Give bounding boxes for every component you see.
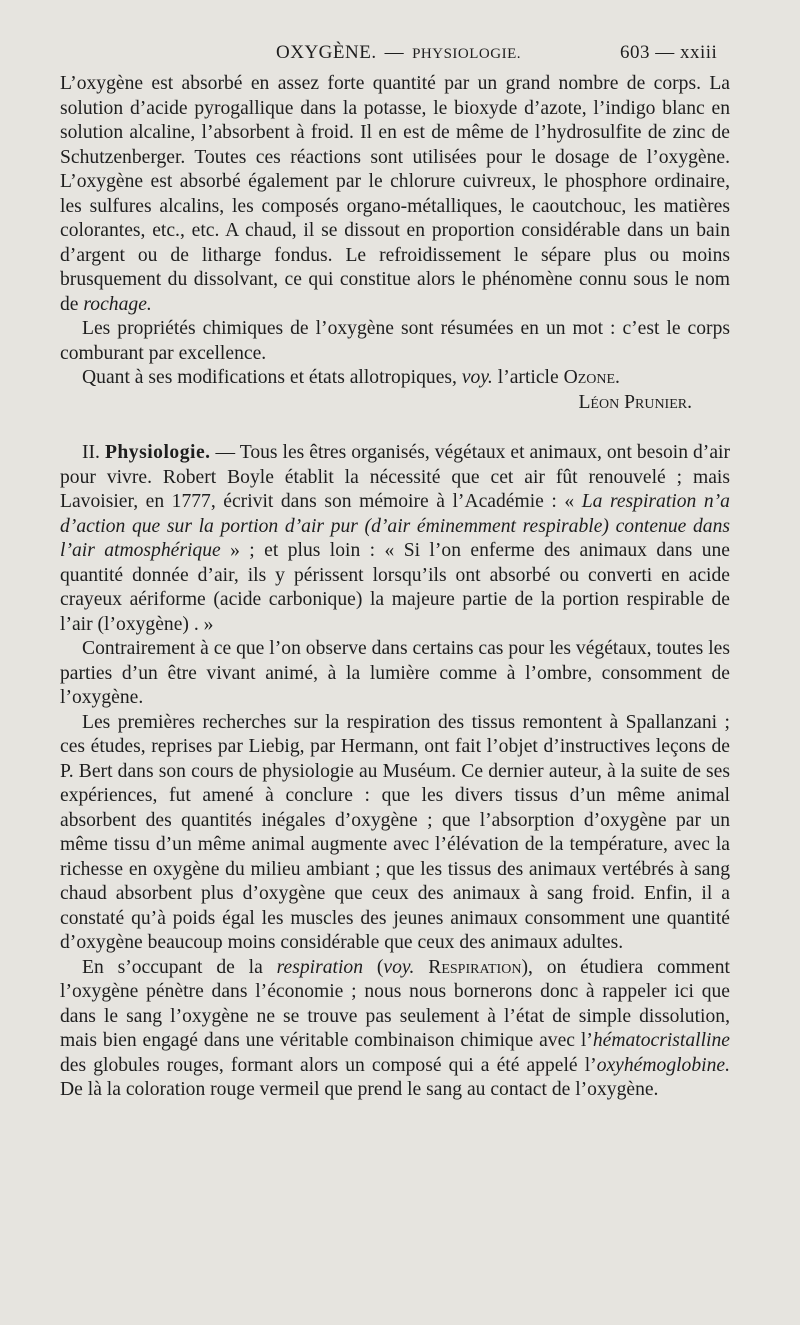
- chemistry-paragraph-3: Quant à ses modifications et états allotropiques, voy. l’article Ozone.: [82, 367, 620, 388]
- physiology-paragraph-2: Contrairement à ce que l’on observe dans certains cas pour les végétaux, toutes les parties d’un être vivant animé, à la lumière comme à l’ombre, consomment de l’oxygène.: [60, 638, 730, 708]
- physiology-paragraph-1: II. Physiologie. — Tous les êtres organisés, végétaux et animaux, ont besoin d’air pour vivre. Robert Boyle établit la nécessité que cet air fût renouvelé ; mais Lavoisier, en 1777, écrivit dans son mémoire à l’Académie : « La respiration n’a d’action que sur la portion d’air pur (d’air éminemment respirable) contenue dans l’air atmosphérique » ; et plus loin : « Si l’on enferme des animaux dans une quantité donnée d’air, ils y périssent lorsqu’ils ont absorbé ou converti en acide crayeux aériforme (acide carbonique) la majeure partie de la portion respirable de l’air (l’oxygène) . »: [60, 442, 730, 635]
- running-title: [276, 42, 521, 64]
- running-header: [0, 42, 800, 72]
- header-dash: —: [384, 42, 405, 63]
- header-section: PHYSIOLOGIE.: [412, 46, 521, 62]
- chemistry-paragraph-2: Les propriétés chimiques de l’oxygène sont résumées en un mot : c’est le corps comburant par excellence.: [60, 318, 730, 364]
- lavoisier-quote: La respiration n’a d’action que sur la portion d’air pur (d’air éminemment respirable) contenue dans l’air atmosphérique: [60, 491, 730, 561]
- chemistry-paragraph-1: L’oxygène est absorbé en assez forte quantité par un grand nombre de corps. La solution d’acide pyrogallique dans la potasse, le bioxyde d’azote, l’indigo blanc en solution alcaline, l’absorbent à froid. Il en est de même de l’hydrosulfite de zinc de Schutzenberger. Toutes ces réactions sont utilisées pour le dosage de l’oxygène. L’oxygène est absorbé également par le chlorure cuivreux, le phosphore ordinaire, les sulfures alcalins, les composés organo-métalliques, le caoutchouc, les matières colorantes, etc., etc. A chaud, il se dissout en proportion considérable dans un bain d’argent ou de litharge fondus. Le refroidissement le sépare plus ou moins brusquement du dissolvant, ce qui constitue alors le phénomène connu sous le nom de rochage.: [60, 73, 730, 315]
- section-heading: Physiologie.: [104, 442, 211, 463]
- section-numeral: II.: [82, 442, 100, 463]
- cross-reference-respiration: Respiration: [428, 956, 522, 978]
- author-signature: Léon Prunier.: [578, 391, 692, 413]
- physiology-paragraph-3: Les premières recherches sur la respiration des tissus remontent à Spallanzani ; ces études, reprises par Liebig, par Hermann, ont fait l’objet d’instructives leçons de P. Bert dans son cours de physiologie au Muséum. Ce dernier auteur, à la suite de ses expériences, fut amené à conclure : que les divers tissus d’un même animal absorbent des quantités inégales d’oxygène ; que l’absorption d’oxygène par un même tissu d’un même animal augmente avec l’élévation de la température, avec la richesse en oxygène du milieu ambiant ; que les tissus des animaux vertébrés à sang chaud absorbent plus d’oxygène que ceux des animaux à sang froid. Enfin, il a constaté qu’à poids égal les muscles des jeunes animaux consomment une quantité d’oxygène beaucoup moins considérable que ceux des animaux adultes.: [60, 711, 730, 953]
- section-gap: [60, 415, 730, 441]
- term-rochage: rochage.: [83, 293, 152, 315]
- cross-reference-ozone: Ozone.: [563, 367, 620, 388]
- term-hematocristalline: hématocristalline: [592, 1030, 730, 1051]
- page-body: [60, 72, 730, 1103]
- physiology-paragraph-4: En s’occupant de la respiration (voy. Respiration), on étudiera comment l’oxygène pénètre dans l’économie ; nous nous bornerons donc à rappeler ici que dans le sang l’oxygène ne se trouve pas seulement à l’état de simple dissolution, mais bien engagé dans une véritable combinaison chimique avec l’hématocristalline des globules rouges, formant alors un composé qui a été appelé l’oxyhémoglobine. De là la coloration rouge vermeil que prend le sang au contact de l’oxygène.: [60, 956, 730, 1100]
- header-title: OXYGÈNE.: [276, 42, 377, 63]
- page-number: 603 — xxiii: [620, 42, 718, 63]
- term-oxyhemoglobine: oxyhémoglobine.: [596, 1054, 730, 1076]
